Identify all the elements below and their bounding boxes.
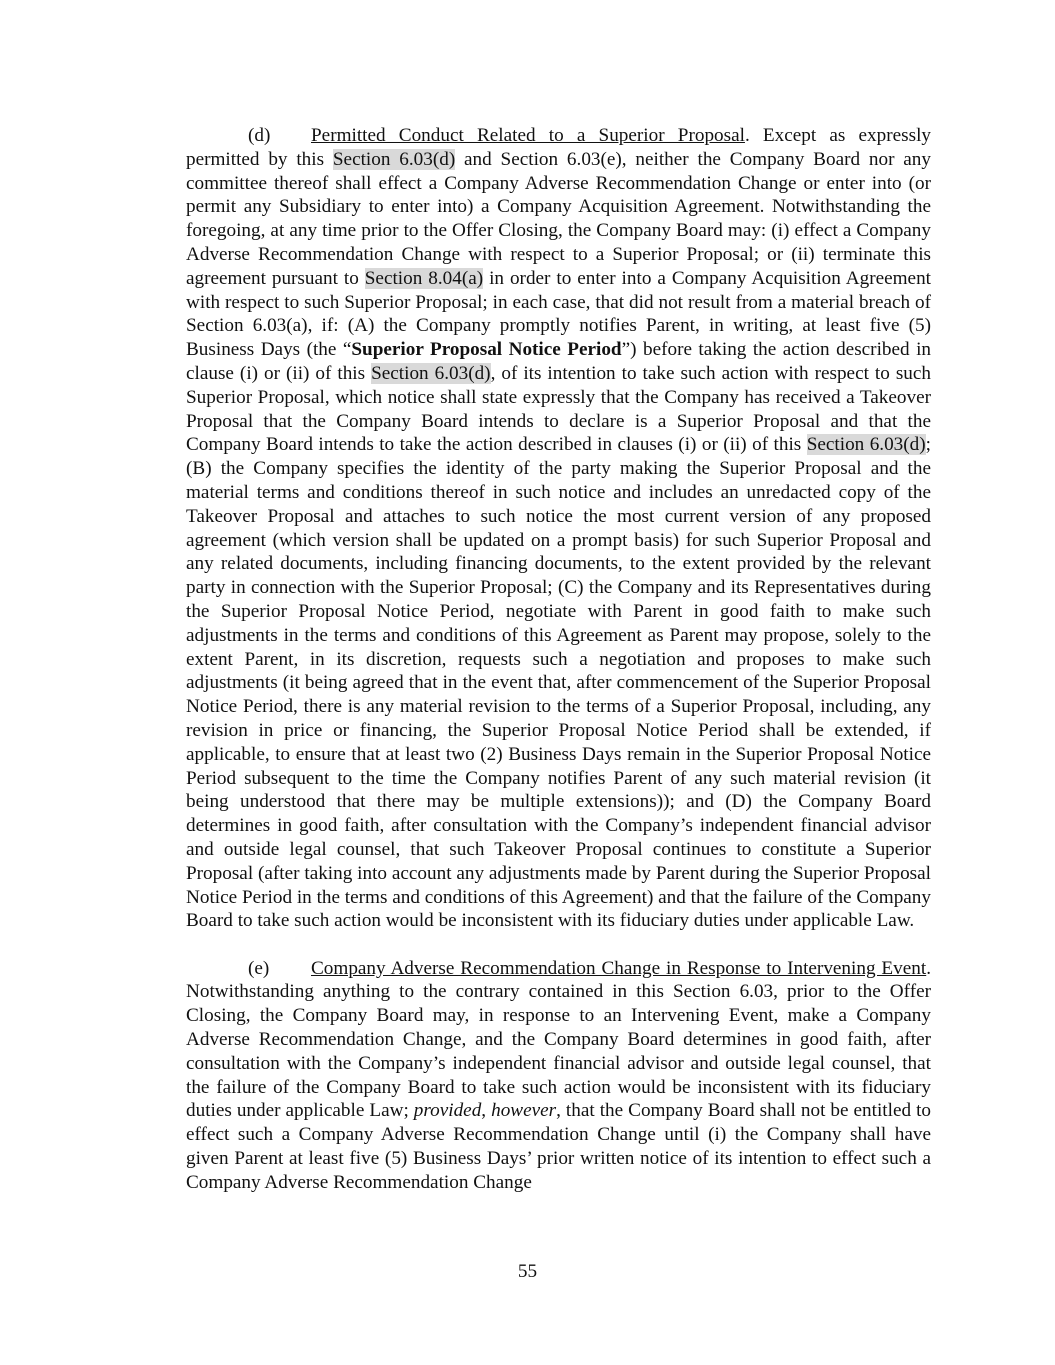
paragraph-text: ”) before taking the action described in clause (i) or (ii) of this: [186, 339, 931, 384]
paragraph-text: ; (B) the Company specifies the identity of the party making the Superior Proposal and the material terms and conditions thereof in such notice and includes an unredacted copy of the Takeover Proposal and attaches to such notice the most current version of any proposed agreement (which version shall be updated on a prompt basis) for such Superior Proposal and any related documents, including financing documents, to the extent provided by the relevant party in connection with the Superior Proposal; (C) the Company and its Representatives during the Superior Proposal Notice Period, negotiate with Parent in good faith to make such adjustments in the terms and conditions of this Agreement as Parent may propose, solely to the extent Parent, in its discretion, requests such a negotiation and proposes to make such adjustments (it being agreed that in the event that, after commencement of the Superior Proposal Notice Period, there is any material revision to the terms of a Superior Proposal, including, any revision in price or financing, the Superior Proposal Notice Period shall be extended, if applicable, to ensure that at least two (2) Business Days remain in the Superior Proposal Notice Period subsequent to the time the Company notifies Parent of any such material revision (it being understood that there may be multiple extensions)); and (D) the Company Board determines in good faith, after consultation with the Company’s independent financial advisor and outside legal counsel, that such Takeover Proposal continues to constitute a Superior Proposal (after taking into account any adjustments made by Parent during the Superior Proposal Notice Period in the terms and conditions of this Agreement) and that the failure of the Company Board to take such action would be inconsistent with its fiduciary duties under applicable Law.: [186, 434, 931, 932]
italic-term: however: [491, 1100, 557, 1122]
defined-term: Superior Proposal Notice Period: [351, 339, 622, 361]
paragraph-text: , that the Company Board shall not be entitled to effect such a Company Adverse Recommendation Change until (i) the Company shall have given Parent at least five (5) Business Days’ prior written notice of its intention to effect such a Company Adverse Recommendation Change: [186, 1100, 931, 1193]
paragraph-heading: Permitted Conduct Related to a Superior Proposal: [311, 125, 745, 146]
paragraph-e: [186, 957, 931, 1195]
paragraph-text: ,: [481, 1100, 492, 1122]
paragraph-label: (d): [248, 125, 271, 146]
paragraph-text: . Except as expressly permitted by this: [186, 125, 931, 170]
section-reference: Section 6.03(d): [371, 362, 491, 384]
italic-term: provided: [413, 1100, 482, 1122]
paragraph-text: and Section 6.03(e), neither the Company Board nor any committee thereof shall effect a Company Adverse Recommendation Change or enter into (or permit any Subsidiary to enter into) a Company Acquisition Agreement. Notwithstanding the foregoing, at any time prior to the Offer Closing, the Company Board may: (i) effect a Company Adverse Recommendation Change with respect to a Superior Proposal; or (ii) terminate this agreement pursuant to: [186, 148, 931, 289]
paragraph-text: , of its intention to take such action with respect to such Superior Proposal, which notice shall state expressly that the Company has received a Takeover Proposal that the Company Board intends to declare is a Superior Proposal and that the Company Board intends to take the action described in clauses (i) or (ii) of this: [186, 362, 931, 456]
paragraph-text: in order to enter into a Company Acquisition Agreement with respect to such Superior Proposal; in each case, that did not result from a material breach of Section 6.03(a), if: (A) the Company promptly notifies Parent, in writing, at least five (5) Business Days (the “: [186, 267, 931, 361]
paragraph-label: (e): [248, 957, 270, 979]
section-reference: Section 8.04(a): [364, 267, 484, 289]
section-reference: Section 6.03(d): [332, 148, 456, 170]
paragraph-heading: Company Adverse Recommendation Change in Response to Intervening Event: [311, 957, 927, 979]
paragraph-d: [186, 124, 931, 933]
document-page: [186, 124, 931, 1195]
paragraph-text: . Notwithstanding anything to the contrary contained in this Section 6.03, prior to the Offer Closing, the Company Board may, in response to an Intervening Event, make a Company Adverse Recommendation Change, and the Company Board determines in good faith, after consultation with the Company’s independent financial advisor and outside legal counsel, that the failure of the Company Board to take such action would be inconsistent with its fiduciary duties under applicable Law;: [186, 957, 931, 1122]
page-number: 55: [517, 1261, 538, 1282]
section-reference: Section 6.03(d): [806, 434, 926, 456]
